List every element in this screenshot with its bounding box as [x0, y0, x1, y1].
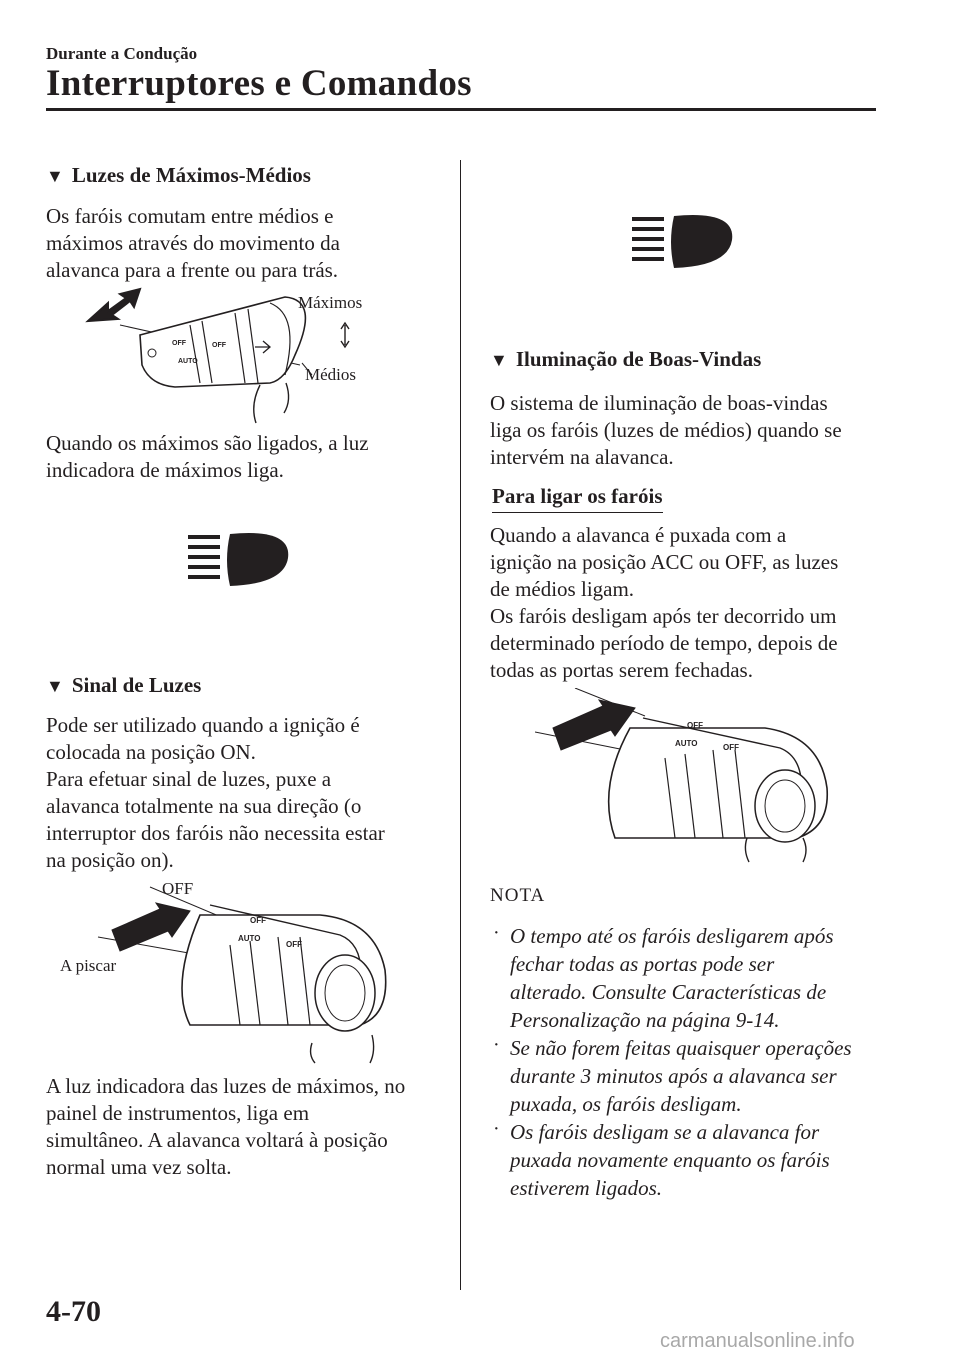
paragraph-high-low-intro: Os faróis comutam entre médios e máximos através do movimento da alavanca para a frente ou para trás. [46, 204, 340, 282]
section-heading-high-low-beam: ▼ Luzes de Máximos-Médios [46, 163, 311, 187]
section-heading-welcome-lighting: ▼ Iluminação de Boas-Vindas [490, 347, 762, 371]
switch-label-off-2: OFF [212, 342, 226, 349]
switch-label-auto: AUTO [238, 934, 261, 943]
paragraph-welcome-intro: O sistema de iluminação de boas-vindas liga os faróis (luzes de médios) quando se intervém na alavanca. [490, 391, 842, 469]
title-rule [46, 108, 876, 111]
figure-flash-lever [60, 875, 400, 1065]
bullet-dot-icon: · [493, 1034, 500, 1056]
note-item: · O tempo até os faróis desligarem após fechar todas as portas pode ser alterado. Consulte Características de Personalização na página 9-14. [490, 922, 852, 1034]
switch-label-auto: AUTO [675, 739, 698, 748]
switch-label-off: OFF [250, 916, 266, 925]
label-off: OFF [162, 879, 194, 898]
breadcrumb: Durante a Condução [46, 44, 198, 63]
paragraph-flash-indicator: A luz indicadora das luzes de máximos, no painel de instrumentos, liga em simultâneo. A alavanca voltará à posição normal uma vez solta. [46, 1074, 406, 1179]
switch-label-off-2: OFF [723, 743, 739, 752]
paragraph-flash-instructions: Pode ser utilizado quando a ignição é colocada na posição ON. Para efetuar sinal de luzes, puxe a alavanca totalmente na sua direção (o interruptor dos faróis não necessita estar na posição on). [46, 713, 385, 872]
figure-high-low-lever [80, 285, 380, 430]
note-item: · Se não forem feitas quaisquer operações durante 3 minutos após a alavanca ser puxada, os faróis desligam. [490, 1034, 852, 1118]
note-title: NOTA [490, 885, 546, 906]
paragraph-welcome-details: Quando a alavanca é puxada com a ignição na posição ACC ou OFF, as luzes de médios ligam. Os faróis desligam após ter decorrido um determinado período de tempo, depois de todas as portas serem fechadas. [490, 523, 839, 682]
high-beam-indicator-icon [632, 214, 736, 270]
column-divider [460, 160, 461, 1290]
triangle-down-icon: ▼ [490, 350, 508, 370]
high-beam-indicator-icon [188, 532, 292, 588]
label-high-beam: Máximos [298, 293, 363, 312]
label-low-beam: Médios [305, 365, 356, 384]
paragraph-high-beam-indicator: Quando os máximos são ligados, a luz indicadora de máximos liga. [46, 431, 369, 482]
bullet-dot-icon: · [493, 1118, 500, 1140]
switch-label-off-2: OFF [286, 940, 302, 949]
switch-label-auto: AUTO [178, 358, 198, 365]
section-heading-flash: ▼ Sinal de Luzes [46, 673, 202, 697]
subheading-turn-on: Para ligar os faróis [492, 484, 663, 513]
bullet-dot-icon: · [493, 922, 500, 944]
figure-welcome-lever [535, 688, 835, 863]
watermark: carmanualsonline.info [660, 1330, 855, 1352]
page-title: Interruptores e Comandos [46, 63, 472, 104]
page-number: 4-70 [46, 1295, 101, 1328]
switch-label-off: OFF [687, 721, 703, 730]
triangle-down-icon: ▼ [46, 166, 64, 186]
note-item: · Os faróis desligam se a alavanca for puxada novamente enquanto os faróis estiverem ligados. [490, 1118, 852, 1202]
triangle-down-icon: ▼ [46, 676, 64, 696]
switch-label-off: OFF [172, 340, 186, 347]
note-list [490, 922, 852, 1202]
label-flashing: A piscar [60, 956, 117, 975]
